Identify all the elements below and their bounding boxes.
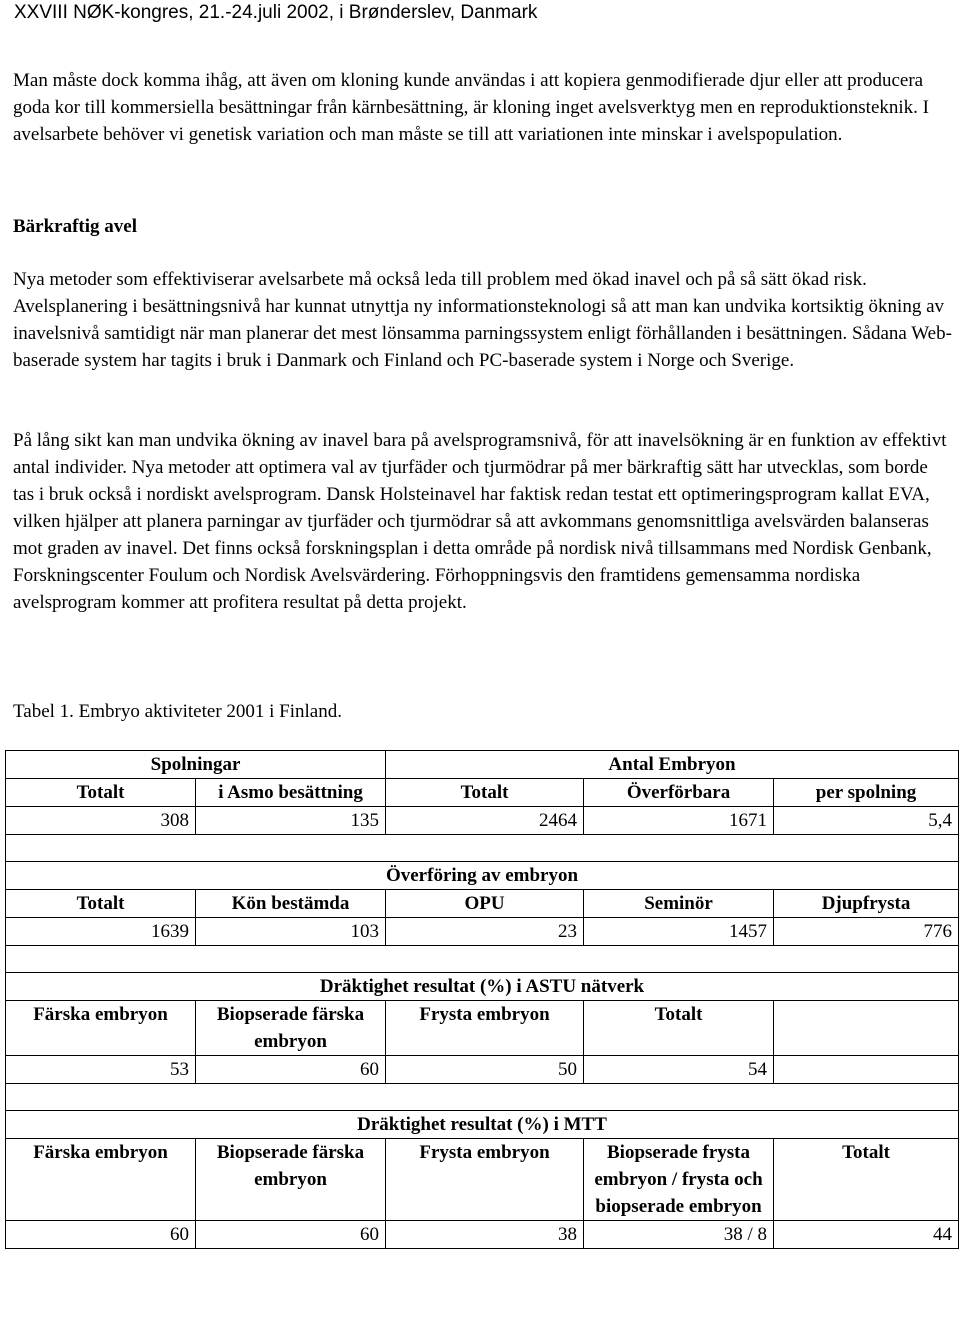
table-cell: 1639 [6, 918, 196, 946]
column-header: Frysta embryon [386, 1001, 584, 1056]
column-header: Biopserade färska embryon [196, 1001, 386, 1056]
table-cell: 2464 [386, 807, 584, 835]
table-cell: 44 [774, 1221, 959, 1249]
group-header-spolningar: Spolningar [6, 751, 386, 779]
section-heading: Bärkraftig avel [13, 216, 138, 237]
table-spacer-row [6, 835, 959, 862]
table-row [6, 1111, 959, 1139]
table-row [6, 890, 959, 918]
table-cell: 776 [774, 918, 959, 946]
column-header: Totalt [584, 1001, 774, 1056]
table-row [6, 751, 959, 779]
table-cell: 60 [196, 1056, 386, 1084]
column-header: Biopserade färska embryon [196, 1139, 386, 1221]
column-header: Totalt [386, 779, 584, 807]
table-row [6, 973, 959, 1001]
table-cell: 60 [6, 1221, 196, 1249]
paragraph-lang-sikt: På lång sikt kan man undvika ökning av inavel bara på avelsprogramsnivå, för att inavelsökning är en funktion av effektivt antal individer. Nya metoder att optimera val av tjurfäder och tjurmödrar på mer bärkraftig sätt har utvecklas, som borde tas i bruk också i nordiskt avelsprogram. Dansk Holsteinavel har faktisk redan testat ett optimeringsprogram kallat EVA, vilken hjälper att planera parningar av tjurfäder och tjurmödrar så att avkommans genomsnittliga avelsvärden balanseras mot graden av inavel. Det finns också forskningsplan i detta område på nordisk nivå tillsammans med Nordisk Genbank, Forskningscenter Foulum och Nordisk Avelsvärdering. Förhoppningsvis den framtidens gemensamma nordiska avelsprogram kommer att profitera resultat på detta projekt. [13, 430, 947, 613]
table-cell: 1457 [584, 918, 774, 946]
table-cell: 23 [386, 918, 584, 946]
table-row [6, 1139, 959, 1221]
table-cell: 60 [196, 1221, 386, 1249]
table-cell: 5,4 [774, 807, 959, 835]
table-row [6, 1056, 959, 1084]
table-row [6, 918, 959, 946]
table-caption: Tabel 1. Embryo aktiviteter 2001 i Finland. [13, 701, 342, 722]
empty-cell [774, 1001, 959, 1056]
section-title: Dräktighet resultat (%) i ASTU nätverk [6, 973, 959, 1001]
table-cell: 135 [196, 807, 386, 835]
column-header: Totalt [6, 890, 196, 918]
table-cell: 1671 [584, 807, 774, 835]
section-title: Överföring av embryon [6, 862, 959, 890]
column-header: Färska embryon [6, 1001, 196, 1056]
table-cell: 308 [6, 807, 196, 835]
column-header: Totalt [774, 1139, 959, 1221]
page-header: XXVIII NØK-kongres, 21.-24.juli 2002, i Brønderslev, Danmark [14, 2, 538, 23]
column-header: Frysta embryon [386, 1139, 584, 1221]
table-cell: 103 [196, 918, 386, 946]
column-header: Kön bestämda [196, 890, 386, 918]
column-header: i Asmo besättning [196, 779, 386, 807]
empty-cell [774, 1056, 959, 1084]
table-cell: 38 / 8 [584, 1221, 774, 1249]
group-header-antal-embryon: Antal Embryon [386, 751, 959, 779]
table-cell: 50 [386, 1056, 584, 1084]
column-header: OPU [386, 890, 584, 918]
table-row [6, 862, 959, 890]
column-header: Totalt [6, 779, 196, 807]
column-header: Djupfrysta [774, 890, 959, 918]
table-row [6, 779, 959, 807]
column-header: Seminör [584, 890, 774, 918]
table-row [6, 807, 959, 835]
table-cell: 38 [386, 1221, 584, 1249]
paragraph-metoder: Nya metoder som effektiviserar avelsarbete må också leda till problem med ökad inavel och på så sätt ökad risk. Avelsplanering i besättningsnivå har kunnat utnyttja ny informationsteknologi så att man kan undvika kortsiktig ökning av inavelsnivå samtidigt när man planerar det mest lönsamma parningssystem enligt förhållanden i besättningen. Sådana Web-baserade system har tagits i bruk i Danmark och Finland och PC-baserade system i Norge och Sverige. [13, 269, 952, 371]
table-cell: 54 [584, 1056, 774, 1084]
section-title: Dräktighet resultat (%) i MTT [6, 1111, 959, 1139]
table-spacer-row [6, 946, 959, 973]
table-cell: 53 [6, 1056, 196, 1084]
column-header: Färska embryon [6, 1139, 196, 1221]
embryo-table [5, 750, 959, 1249]
column-header: Överförbara [584, 779, 774, 807]
column-header: Biopserade frysta embryon / frysta och biopserade embryon [584, 1139, 774, 1221]
column-header: per spolning [774, 779, 959, 807]
paragraph-kloning: Man måste dock komma ihåg, att även om kloning kunde användas i att kopiera genmodifierade djur eller att producera goda kor till kommersiella besättningar från kärnbesättning, är kloning inget avelsverktyg men en reproduktionsteknik. I avelsarbete behöver vi genetisk variation och man måste se till att variationen inte minskar i avelspopulation. [13, 70, 929, 145]
table-row [6, 1001, 959, 1056]
table-row [6, 1221, 959, 1249]
table-spacer-row [6, 1084, 959, 1111]
